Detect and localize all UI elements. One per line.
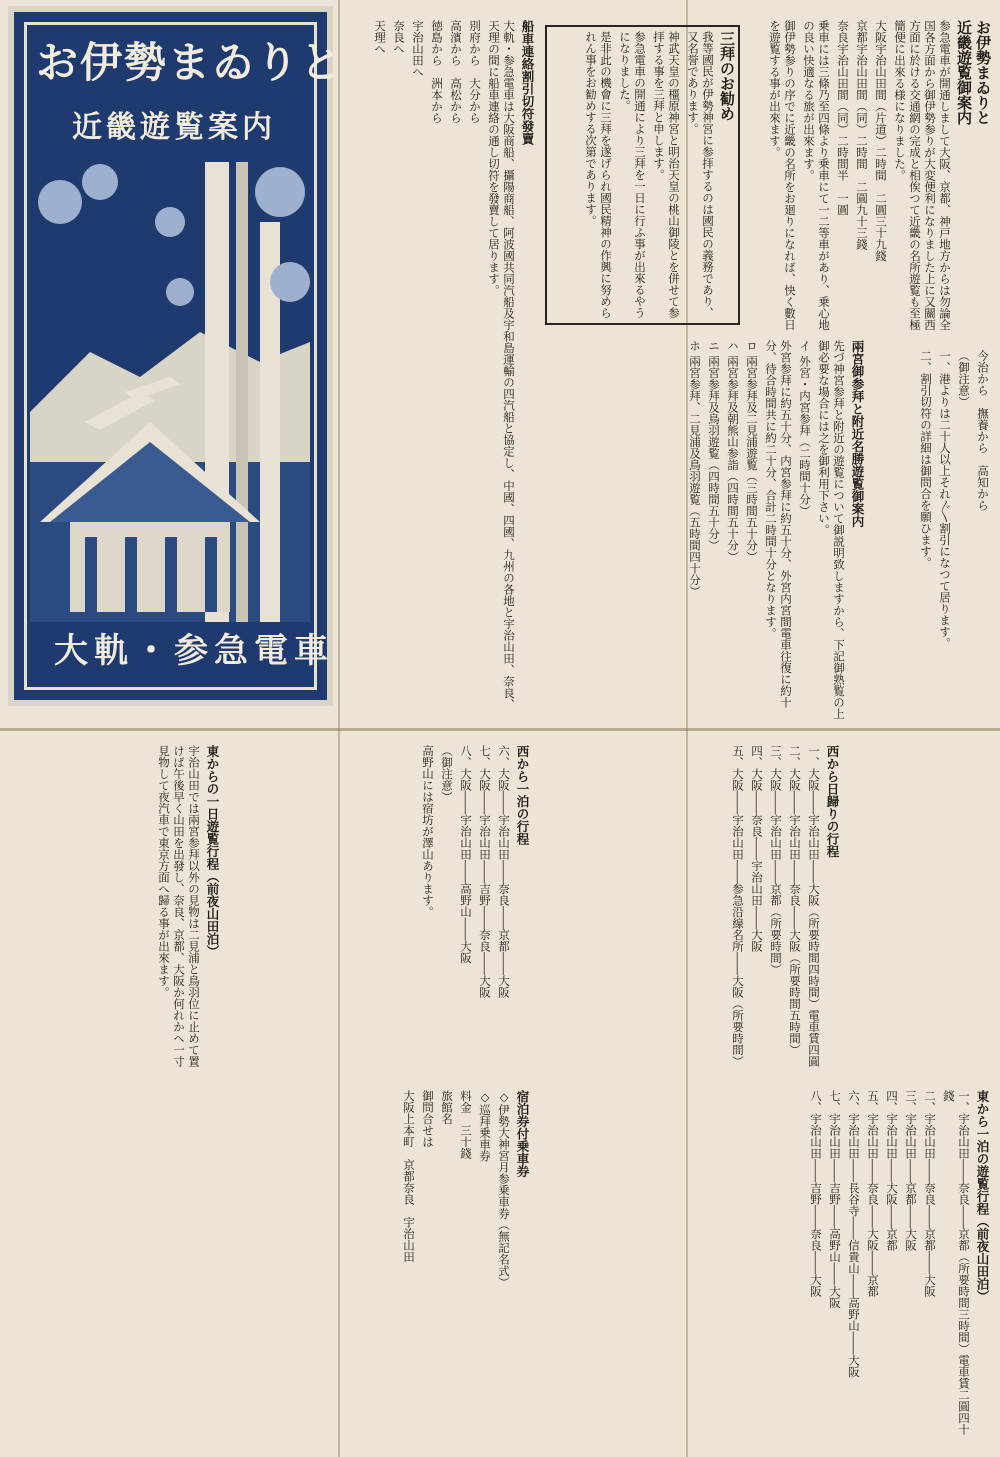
two-shrines-line: ニ 兩宮参拜及鳥羽遊覧（四時間五十分） [707, 340, 721, 551]
two-shrines-panel [545, 340, 865, 720]
cover-company: 大軌・参急電車 [54, 631, 334, 671]
cover-subtitle: 近畿遊覧案内 [72, 110, 276, 145]
shrine-illustration [30, 162, 310, 622]
inns-line: ◇伊勢大神宮月参乗車券（無記名式） [497, 1090, 511, 1288]
sanpai-line: 参急電車の開通により三拜を一日に行ふ事が出來るやうになりました。 [618, 31, 647, 319]
fares-right-panel [875, 350, 990, 720]
west-day-line: 四、大阪――奈良――宇治山田――大阪 [750, 745, 764, 952]
inns-line: 料金 三十錢 [459, 1090, 473, 1159]
intro-line: 奈良宇治山田間（同）二時間半 一圓 [836, 20, 850, 216]
west-day-line: 三、大阪――宇治山田――京都（所要時間） [769, 745, 783, 975]
ship-panel [345, 20, 535, 710]
inns-line: ◇巡拜乗車券 [478, 1090, 492, 1162]
fares-right-line: 二、割引切符の詳細は御問合を願ひます。 [919, 350, 933, 569]
inns-title: 宿泊券付乗車券 [515, 1090, 530, 1178]
west-day-line: 一、大阪――宇治山田――大阪（所要時間四時間）電車賃四圓 [807, 745, 821, 1067]
east-day-title: 東からの一日遊覧行程（前夜山田泊） [205, 745, 220, 958]
fold-line [0, 728, 1000, 731]
east-night-panel [540, 1090, 990, 1440]
intro-line: 京都宇治山田間（同）二時間 二圓九十三錢 [855, 20, 869, 250]
west-night-line: 六、大阪――宇治山田――奈良――京都――大阪 [497, 745, 511, 998]
ship-title: 船車連絡割引切符發賣 [520, 20, 535, 145]
fare-header: 天理へ [373, 20, 387, 55]
two-shrines-line: ホ 兩宮参拜、二見浦及鳥羽遊覧（五時間四十分） [688, 340, 702, 597]
intro-line: 御伊勢参りの序でに近畿の名所をお廻りになれば、快く數日を遊覧する事が出來ます。 [768, 20, 797, 331]
intro-panel [750, 20, 990, 340]
west-night-panel [225, 745, 530, 1075]
inns-line: 御問合せは [421, 1090, 435, 1148]
intro-line: 大阪宇治山田間（片道）二時間 二圓三十九錢 [874, 20, 888, 262]
inns-panel [20, 1090, 530, 1440]
fare-header: 宇治山田へ [411, 20, 425, 78]
west-night-line: 高野山には宿坊が澤山あります。 [421, 745, 435, 918]
ship-line: 徳島から 洲本から [430, 20, 444, 124]
sanpai-title: 三拜のお勧め [718, 31, 736, 121]
west-night-line: 七、大阪――宇治山田――吉野――奈良――大阪 [478, 745, 492, 998]
two-shrines-title: 兩宮御参拜と附近名勝遊覧御案内 [850, 340, 865, 528]
two-shrines-line: ロ 兩宮参拜及二見浦遊覧（三時間五十分） [745, 340, 759, 563]
west-day-line: 二、大阪――宇治山田――奈良――大阪（所要時間五時間） [788, 745, 802, 1056]
sanpai-line: 我等國民が伊勢神宮に参拝するのは國民の義務であり、又名誉であります。 [686, 31, 715, 319]
cover-panel [8, 6, 345, 706]
east-night-line: 二、宇治山田――奈良――京都――大阪 [923, 1090, 937, 1297]
fare-header: 奈良へ [392, 20, 406, 55]
west-night-line: （御注意） [440, 745, 454, 803]
west-day-line: 五、大阪――宇治山田――参急沿線名所――大阪（所要時間） [731, 745, 745, 1067]
east-day-panel [20, 745, 220, 1075]
sanpai-box [545, 25, 740, 325]
west-day-title: 西から日歸りの行程 [825, 745, 840, 858]
east-night-line: 六、宇治山田――長谷寺――信貴山――高野山――大阪 [847, 1090, 861, 1378]
east-night-line: 四、宇治山田――大阪――京都 [885, 1090, 899, 1251]
sanpai-line: 神武天皇の橿原神宮と明治天皇の桃山御陵とを併せて参拝する事を三拜と申します。 [652, 31, 681, 319]
fares-right-line: 今治から 撫養から 高知から [976, 350, 990, 511]
east-night-title: 東から一泊の遊覧行程（前夜山田泊） [975, 1090, 990, 1303]
east-night-line: 七、宇治山田――吉野――高野山――大阪 [828, 1090, 842, 1309]
fares-right-line: （御注意） [957, 350, 971, 408]
cover-title: お伊勢まゐりと [36, 38, 345, 87]
two-shrines-line: ハ 兩宮参拜及朝熊山参詣（四時間五十分） [726, 340, 740, 563]
east-night-line: 八、宇治山田――吉野――奈良――大阪 [809, 1090, 823, 1297]
fares-right-line: 一、港よりは二十人以上それ〴〵割引になつて居ります。 [938, 350, 952, 649]
ship-line: 別府から 大分から [468, 20, 482, 124]
west-day-panel [540, 745, 840, 1075]
intro-line: 参急電車が開通しまして大阪、京都、神戸地方からは勿論全国各方面から御伊勢参りが大変便利になりました上に又關西方面に於ける交通網の完成と相俟つて近畿の名所遊覧も至極簡便に出來る様になりました。 [893, 20, 952, 331]
intro-title: お伊勢まゐりと [974, 20, 992, 125]
west-night-line: 八、大阪――宇治山田――高野山――大阪 [459, 745, 473, 964]
two-shrines-line: 先づ神宮参拜と附近の遊覧について御説明致しますから、下記御熟覧の上御必要な場合には之を御利用下さい。 [817, 340, 846, 720]
intro-line: 乗車には三條乃至四條より乗車にて一二等車があり、乗心地の良い快適なる旅が出來ます。 [802, 20, 831, 331]
two-shrines-line: 外宮参拜に約五十分、内宮参拜に約五十分、外宮内宮間電車往復に約十分、待合時間共に約二十分、合計二時間十分となります。 [764, 340, 793, 708]
east-night-line: 五、宇治山田――奈良――大阪――京都 [866, 1090, 880, 1297]
inns-line: 旅館名 [440, 1090, 454, 1125]
ship-line: 大軌・参急電車は大阪商船、攝陽商船、阿波國共同汽船及宇和島運輸の四汽船と協定し、中國、四國、九州の各地と宇治山田、奈良、天理の間に船車連絡の通し切符を發賣して居ります。 [487, 20, 516, 710]
east-day-line: 宇治山田では兩宮参拜以外の見物は二見浦と鳥羽位に止めて置けば午後早く山田を出發し、奈良、京都、大阪か何れかへ一寸見物して夜汽車で東京方面へ歸る事が出來ます。 [157, 745, 201, 1067]
east-night-line: 一、宇治山田――奈良――京都（所要時間三時間）電車賃二圓四十錢 [942, 1090, 971, 1435]
sanpai-line: 是非此の機會に三拜を遂げられ國民精神の作興に努められん事をお勧めする次第であります。 [584, 31, 613, 319]
two-shrines-line: イ 外宮・内宮参拜（二時間十分） [798, 340, 812, 517]
east-night-line: 三、宇治山田――京都――大阪 [904, 1090, 918, 1251]
sanpai-text [549, 31, 734, 321]
intro-subtitle: 近畿遊覧御案内 [955, 20, 973, 125]
ship-line: 高濱から 高松から [449, 20, 463, 124]
inns-line: 大阪上本町 京都奈良 宇治山田 [402, 1090, 416, 1263]
west-night-title: 西から一泊の行程 [515, 745, 530, 845]
